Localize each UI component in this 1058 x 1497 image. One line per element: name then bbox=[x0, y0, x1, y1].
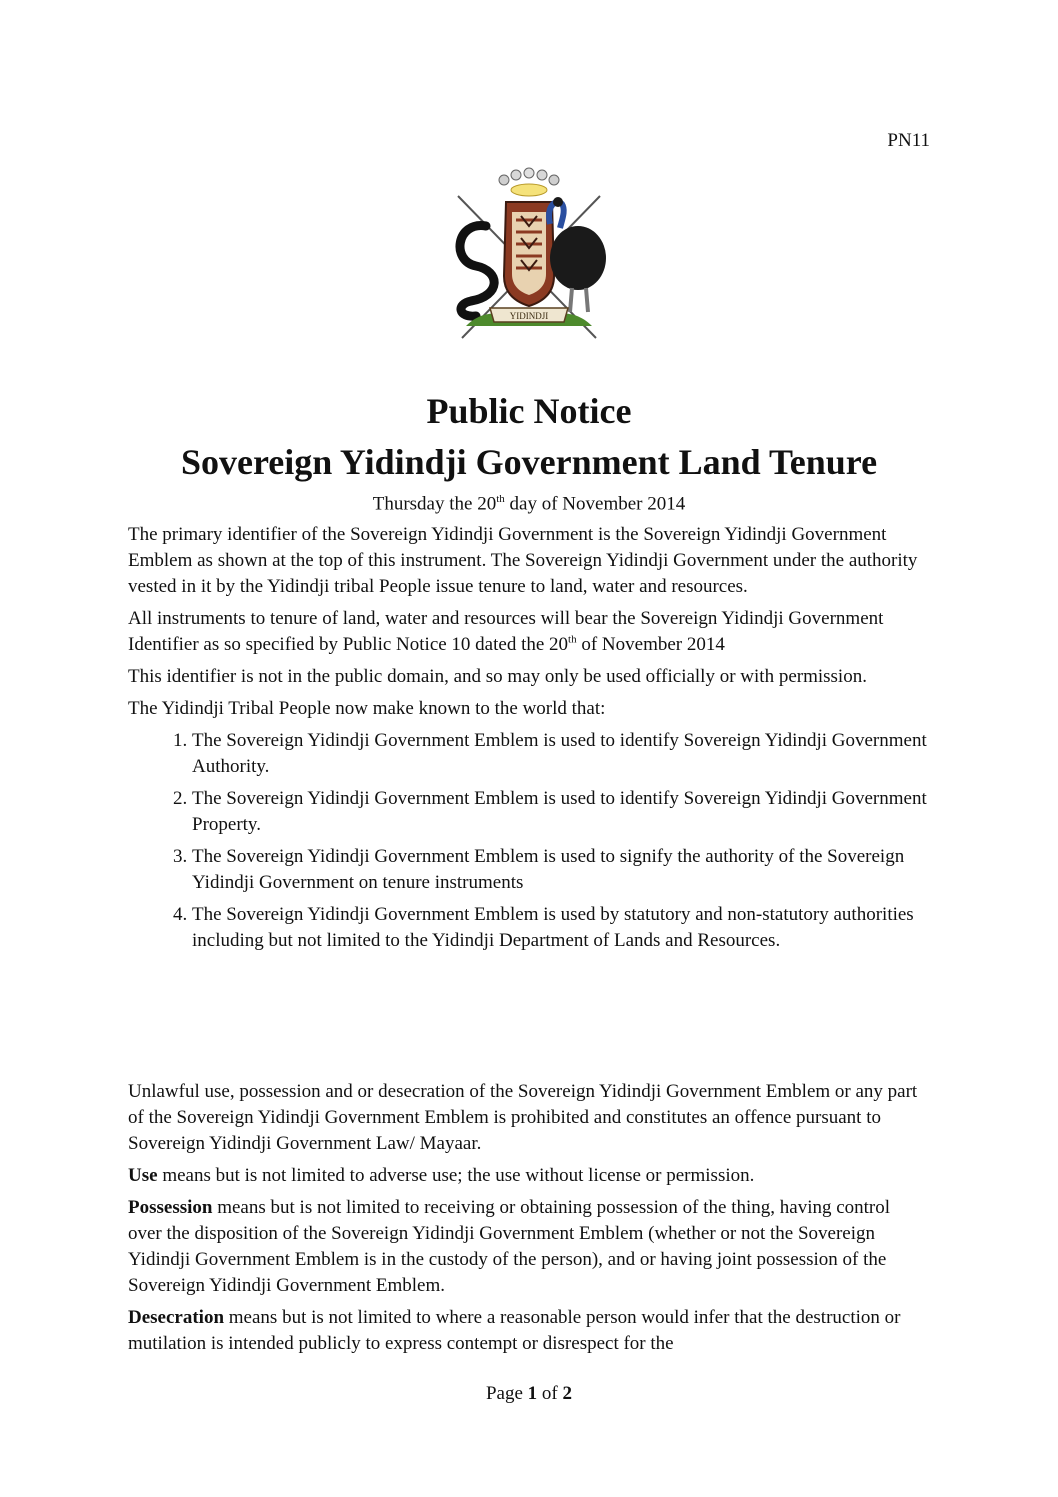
paragraph-instruments: All instruments to tenure of land, water and resources will bear the Sovereign Yidindji Government Identifier as so specified by Public Notice 10 dated the 20th of November 2014 bbox=[128, 608, 884, 655]
paragraph-identifier: The primary identifier of the Sovereign Yidindji Government is the Sovereign Yidindji Government Emblem as shown at the top of this instrument. The Sovereign Yidindji Government under the authority vested in it by the Yidindji tribal People issue tenure to land, water and resources. bbox=[128, 524, 918, 597]
list-item: 1. The Sovereign Yidindji Government Emblem is used to identify Sovereign Yidindji Government Authority. bbox=[192, 728, 928, 780]
coat-of-arms-emblem-icon bbox=[446, 166, 612, 342]
definition-possession: Possession means but is not limited to receiving or obtaining possession of the thing, having control over the disposition of the Sovereign Yidindji Government Emblem (whether or not the Sovereign Yidindji Government Emblem is in the custody of the person), and or having joint possession of the Sovereign Yidindji Government Emblem. bbox=[128, 1197, 891, 1296]
list-item: 3. The Sovereign Yidindji Government Emblem is used to signify the authority of the Sovereign Yidindji Government on tenure instruments bbox=[192, 844, 928, 896]
page-number: Page 1 of 2 bbox=[485, 1383, 572, 1404]
emblem-uses-list bbox=[128, 728, 928, 954]
notice-body bbox=[128, 522, 928, 960]
list-item: 4. The Sovereign Yidindji Government Emblem is used by statutory and non-statutory authorities including but not limited to the Yidindji Department of Lands and Resources. bbox=[192, 902, 928, 954]
definition-desecration: Desecration means but is not limited to where a reasonable person would infer that the destruction or mutilation is intended publicly to express contempt or disrespect for the bbox=[128, 1307, 901, 1354]
notice-definitions bbox=[128, 1079, 928, 1363]
notice-reference: PN11 bbox=[887, 130, 930, 151]
notice-date: Thursday the 20th day of November 2014 bbox=[372, 493, 686, 515]
definition-use: Use means but is not limited to adverse use; the use without license or permission. bbox=[128, 1165, 755, 1186]
svg-text:YIDINDJI: YIDINDJI bbox=[509, 311, 549, 321]
page-title: Public Notice bbox=[426, 391, 632, 431]
list-item: 2. The Sovereign Yidindji Government Emblem is used to identify Sovereign Yidindji Government Property. bbox=[192, 786, 928, 838]
paragraph-prohibition: Unlawful use, possession and or desecration of the Sovereign Yidindji Government Emblem or any part of the Sovereign Yidindji Government Emblem is prohibited and constitutes an offence pursuant to Sovereign Yidindji Government Law/ Mayaar. bbox=[128, 1081, 918, 1154]
paragraph-public-domain: This identifier is not in the public domain, and so may only be used officially or with permission. bbox=[128, 666, 867, 687]
paragraph-make-known: The Yidindji Tribal People now make known to the world that: bbox=[128, 698, 606, 719]
page-subtitle: Sovereign Yidindji Government Land Tenure bbox=[180, 442, 878, 482]
